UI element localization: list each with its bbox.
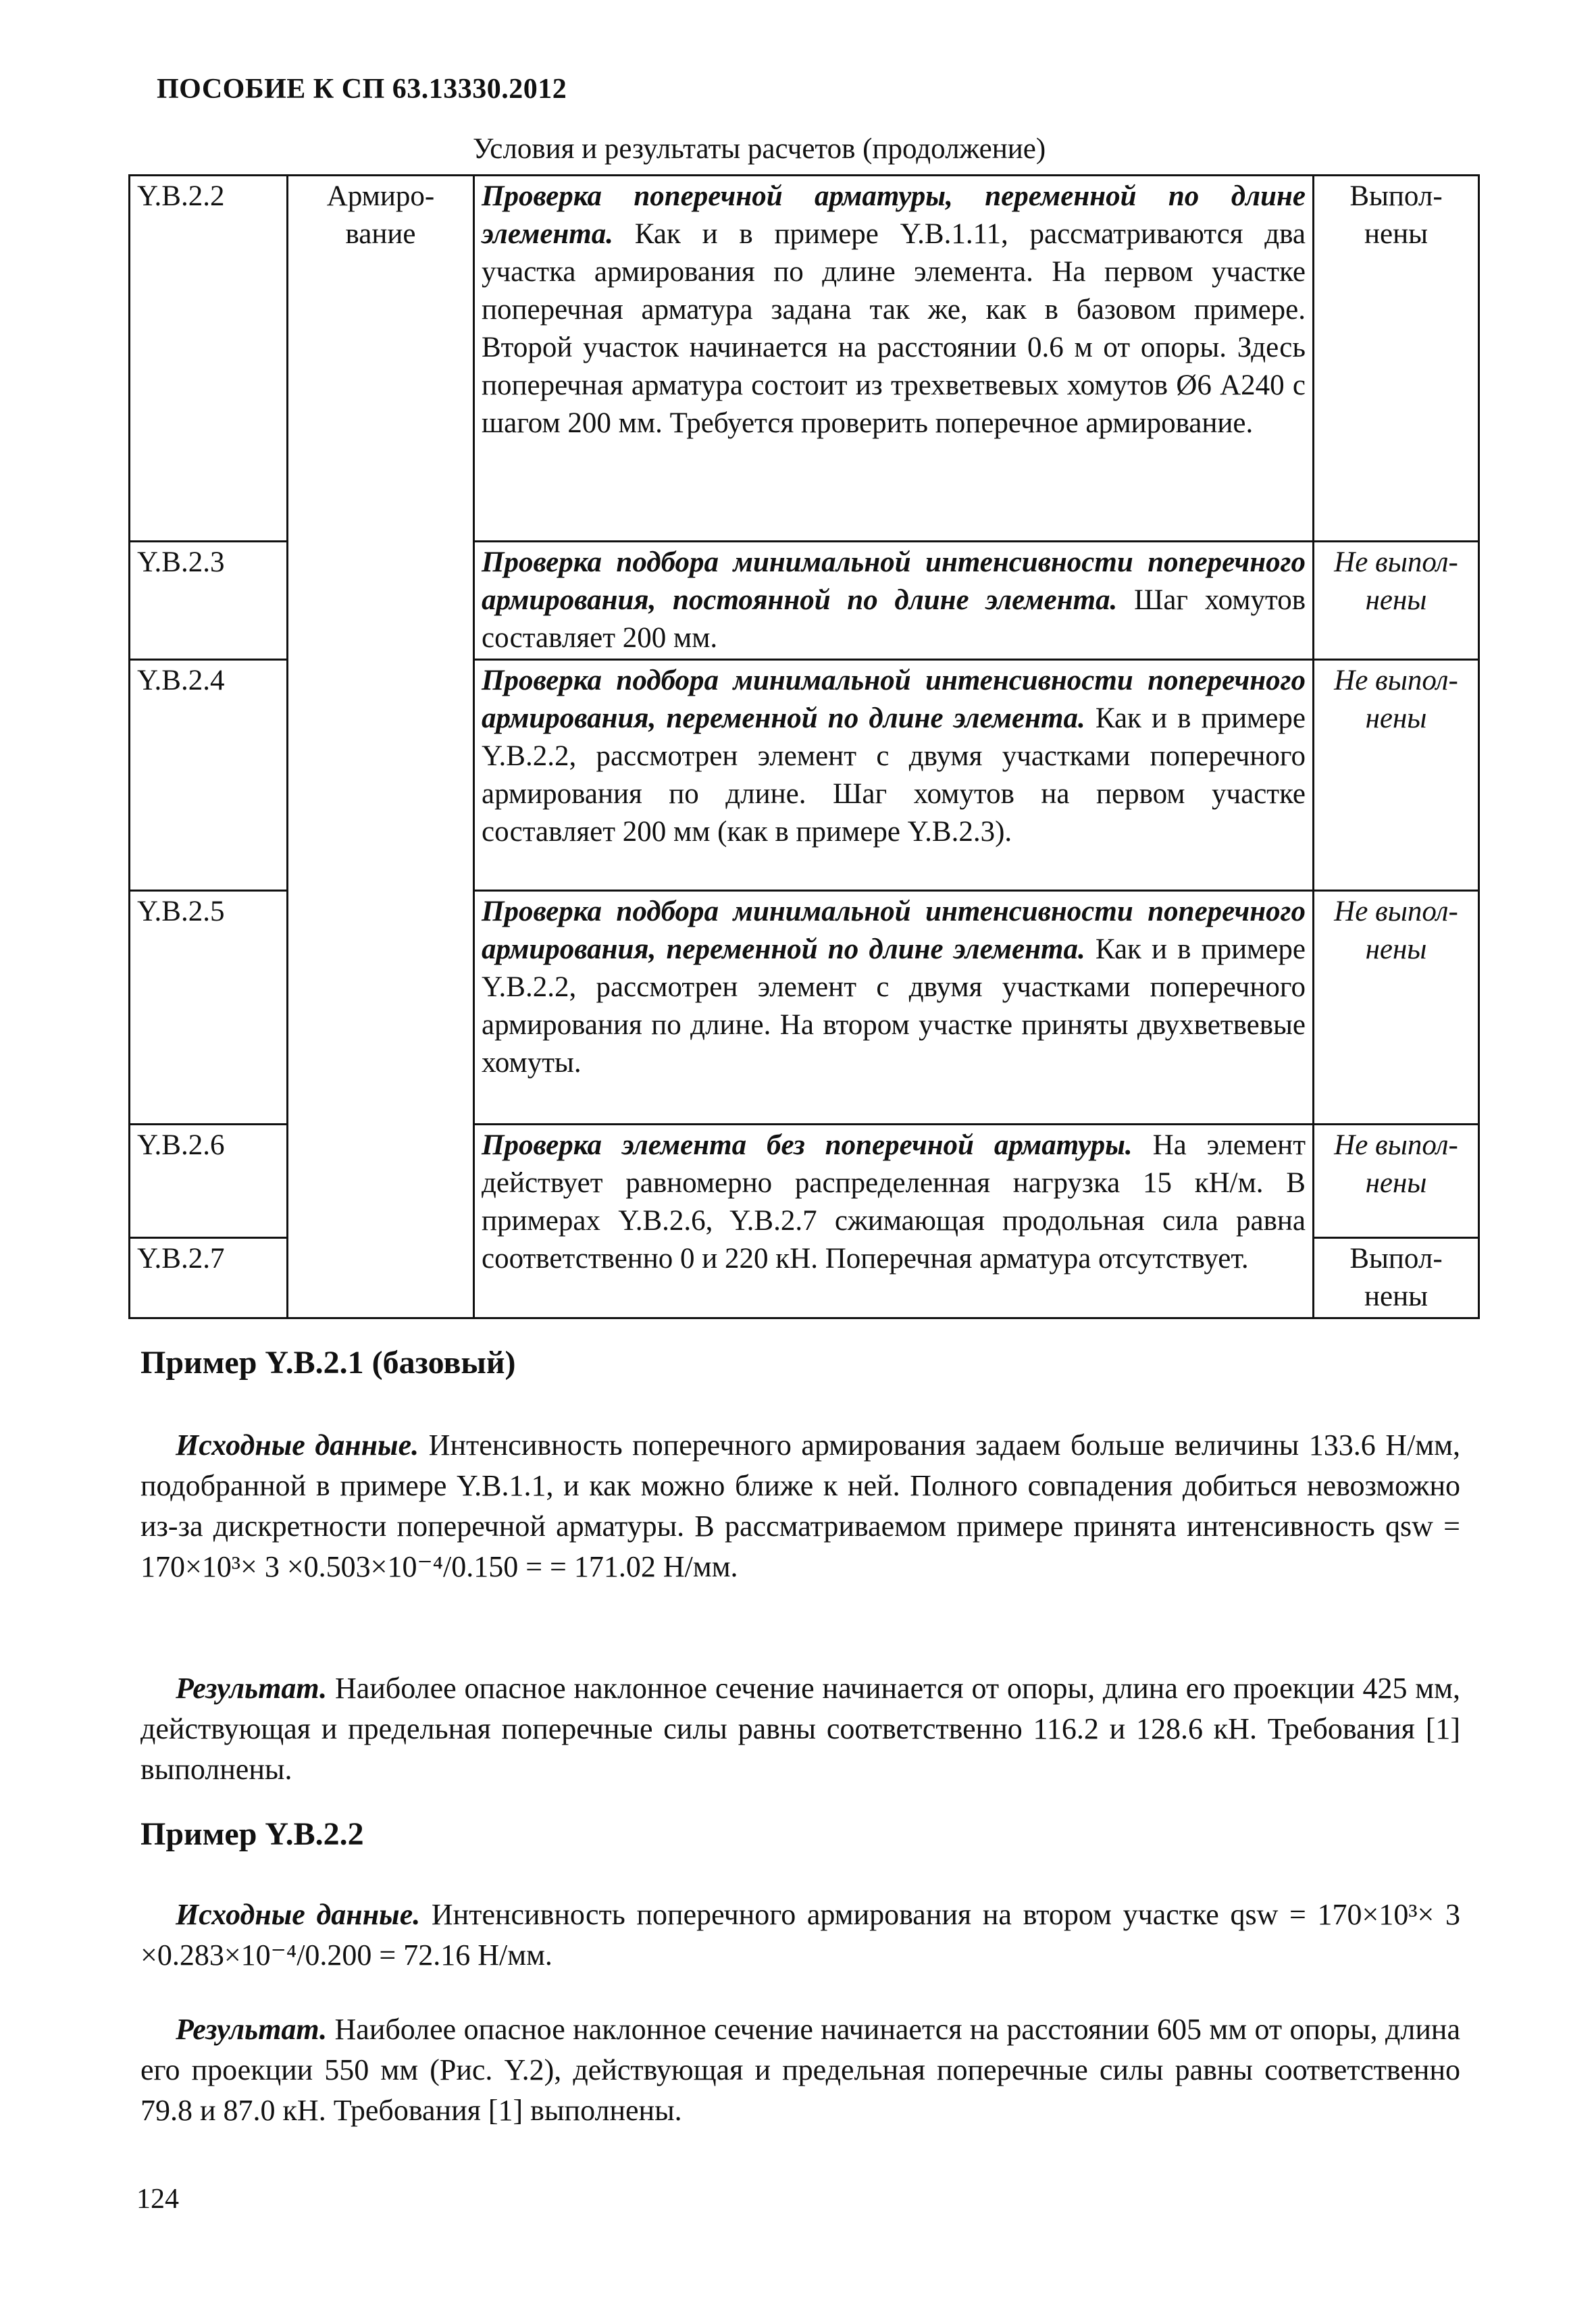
row-id: Y.B.2.2 — [130, 176, 288, 542]
row-text: Как и в примере Y.B.1.11, рассматриваются два участка армирования по длине элемента. На первом участке поперечная арматура задана так же, как в базовом примере. Второй участок начинается на расстоянии 0.6 м от опоры. Здесь поперечная арматура состоит из трехветвевых хомутов Ø6 А240 с шагом 200 мм. Требуется проверить поперечное армирование. — [482, 218, 1306, 439]
row-description — [474, 176, 1314, 542]
row-text: На элемент действует равномерно распределенная нагрузка 15 кН/м. В примерах Y.B.2.6, Y.B.2.7 сжимающая продольная сила равна соответственно 0 и 220 кН. Поперечная арматура отсутствует. — [482, 1129, 1306, 1275]
page-number: 124 — [136, 2184, 179, 2215]
row-description — [474, 660, 1314, 891]
row-id: Y.B.2.6 — [130, 1125, 288, 1238]
row-result: Не выпол-нены — [1314, 891, 1479, 1125]
table-row — [130, 176, 1479, 542]
row-description — [474, 891, 1314, 1125]
row-result: Не выпол-нены — [1314, 660, 1479, 891]
row-lead: Проверка подбора минимальной интенсивности поперечного армирования, постоянной по длине элемента. — [482, 546, 1306, 616]
paragraph — [140, 1895, 1460, 1976]
row-result: Не выпол-нены — [1314, 542, 1479, 660]
paragraph-text: Интенсивность поперечного армирования на втором участке qsw = 170×10³× 3 ×0.283×10⁻⁴/0.200 = 72.16 Н/мм. — [140, 1898, 1461, 1972]
row-result: Выпол-нены — [1314, 1238, 1479, 1318]
section-heading: Пример Y.B.2.2 — [140, 1816, 364, 1852]
row-id: Y.B.2.4 — [130, 660, 288, 891]
row-id: Y.B.2.7 — [130, 1238, 288, 1318]
paragraph-text: Наиболее опасное наклонное сечение начинается от опоры, длина его проекции 425 мм, действующая и предельная поперечные силы равны соответственно 116.2 и 128.6 кН. Требования [1] выполнены. — [140, 1672, 1460, 1786]
row-result: Не выпол-нены — [1314, 1125, 1479, 1238]
paragraph-text: Интенсивность поперечного армирования задаем больше величины 133.6 Н/мм, подобранной в примере Y.B.1.1, и как можно ближе к ней. Полного совпадения добиться невозможно из-за дискретности поперечной арматуры. В рассматриваемом примере принята интенсивность qsw = 170×10³× 3 ×0.503×10⁻⁴/0.150 = = 171.02 Н/мм. — [140, 1429, 1460, 1583]
row-lead: Проверка подбора минимальной интенсивности поперечного армирования, переменной по длине элемента. — [482, 896, 1306, 965]
row-id: Y.B.2.3 — [130, 542, 288, 660]
category-cell: Армиро-вание — [288, 176, 474, 1318]
row-text: Шаг хомутов составляет 200 мм. — [482, 584, 1306, 654]
page-header: ПОСОБИЕ К СП 63.13330.2012 — [157, 74, 567, 105]
row-lead: Проверка подбора минимальной интенсивности поперечного армирования, переменной по длине элемента. — [482, 665, 1306, 734]
results-table — [128, 174, 1480, 1319]
row-lead: Проверка элемента без поперечной арматуры. — [482, 1129, 1133, 1161]
paragraph-lead: Исходные данные. — [176, 1429, 419, 1462]
section-heading: Пример Y.B.2.1 (базовый) — [140, 1345, 516, 1381]
row-description — [474, 542, 1314, 660]
row-result: Выпол-нены — [1314, 176, 1479, 542]
table-caption: Условия и результаты расчетов (продолжение) — [473, 133, 1046, 165]
row-text: Как и в примере Y.B.2.2, рассмотрен элемент с двумя участками поперечного армирования по длине. Шаг хомутов на первом участке составляет 200 мм (как в примере Y.B.2.3). — [482, 702, 1306, 848]
paragraph — [140, 2009, 1460, 2131]
row-id: Y.B.2.5 — [130, 891, 288, 1125]
paragraph — [140, 1668, 1460, 1790]
row-text: Как и в примере Y.B.2.2, рассмотрен элемент с двумя участками поперечного армирования по длине. На втором участке приняты двухветвевые хомуты. — [482, 933, 1306, 1079]
paragraph-text: Наиболее опасное наклонное сечение начинается на расстоянии 605 мм от опоры, длина его проекции 550 мм (Рис. Y.2), действующая и предельная поперечные силы равны соответственно 79.8 и 87.0 кН. Требования [1] выполнены. — [140, 2013, 1460, 2127]
paragraph — [140, 1425, 1460, 1587]
row-lead: Проверка поперечной арматуры, переменной по длине элемента. — [482, 180, 1306, 250]
paragraph-lead: Исходные данные. — [176, 1898, 421, 1931]
row-description — [474, 1125, 1314, 1318]
paragraph-lead: Результат. — [176, 2013, 328, 2046]
paragraph-lead: Результат. — [176, 1672, 328, 1705]
